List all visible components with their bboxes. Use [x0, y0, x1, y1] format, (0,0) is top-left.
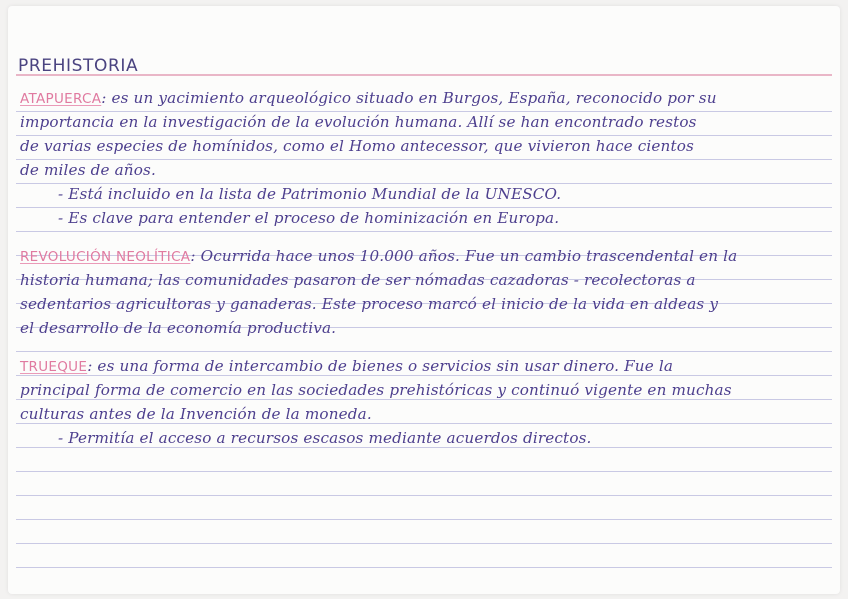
- text-segment: : es un yacimiento arqueológico situado en Burgos, España, reconocido por su: [101, 89, 717, 107]
- text-segment: : es una forma de intercambio de bienes o servicios sin usar dinero. Fue la: [87, 357, 674, 375]
- term-trueque: TRUEQUE: [20, 359, 88, 375]
- section-trueque-line-3: culturas antes de la Invención de la moneda.: [20, 405, 372, 423]
- bullet-item: - Está incluido en la lista de Patrimonio Mundial de la UNESCO.: [58, 185, 562, 203]
- term-atapuerca: ATAPUERCA: [20, 91, 102, 107]
- header-rule: [16, 74, 832, 76]
- ruled-line: [16, 231, 832, 232]
- ruled-line: [16, 567, 832, 568]
- ruled-line: [16, 399, 832, 400]
- ruled-line: [16, 183, 832, 184]
- text-segment: : Ocurrida hace unos 10.000 años. Fue un cambio trascendental en la: [190, 247, 738, 265]
- ruled-line: [16, 207, 832, 208]
- section-neolitica-line-4: el desarrollo de la economía productiva.: [20, 319, 337, 337]
- ruled-line: [16, 447, 832, 448]
- notebook-page: [8, 6, 840, 594]
- section-atapuerca-line-4: de miles de años.: [20, 161, 156, 179]
- section-neolitica-line-3: sedentarios agricultoras y ganaderas. Este proceso marcó el inicio de la vida en aldeas y: [20, 295, 719, 313]
- ruled-line: [16, 351, 832, 352]
- section-trueque-line-2: principal forma de comercio en las sociedades prehistóricas y continuó vigente en muchas: [20, 381, 732, 399]
- section-atapuerca-line-2: importancia en la investigación de la evolución humana. Allí se han encontrado restos: [20, 113, 697, 131]
- section-neolitica-line-1: [20, 247, 737, 265]
- ruled-line: [16, 543, 832, 544]
- ruled-line: [16, 159, 832, 160]
- ruled-line: [16, 111, 832, 112]
- bullet-item: - Es clave para entender el proceso de hominización en Europa.: [58, 209, 560, 227]
- ruled-line: [16, 471, 832, 472]
- page-title: PREHISTORIA: [18, 56, 139, 76]
- section-atapuerca-line-3: de varias especies de homínidos, como el Homo antecessor, que vivieron hace cientos: [20, 137, 694, 155]
- ruled-line: [16, 495, 832, 496]
- ruled-line: [16, 423, 832, 424]
- section-neolitica-line-2: historia humana; las comunidades pasaron de ser nómadas cazadoras - recolectoras a: [20, 271, 696, 289]
- section-trueque-line-1: [20, 357, 673, 375]
- ruled-line: [16, 135, 832, 136]
- section-atapuerca-line-1: [20, 89, 717, 107]
- bullet-item: - Permitía el acceso a recursos escasos mediante acuerdos directos.: [58, 429, 592, 447]
- ruled-line: [16, 375, 832, 376]
- term-revolucion-neolitica: REVOLUCIÓN NEOLÍTICA: [20, 249, 191, 265]
- ruled-line: [16, 519, 832, 520]
